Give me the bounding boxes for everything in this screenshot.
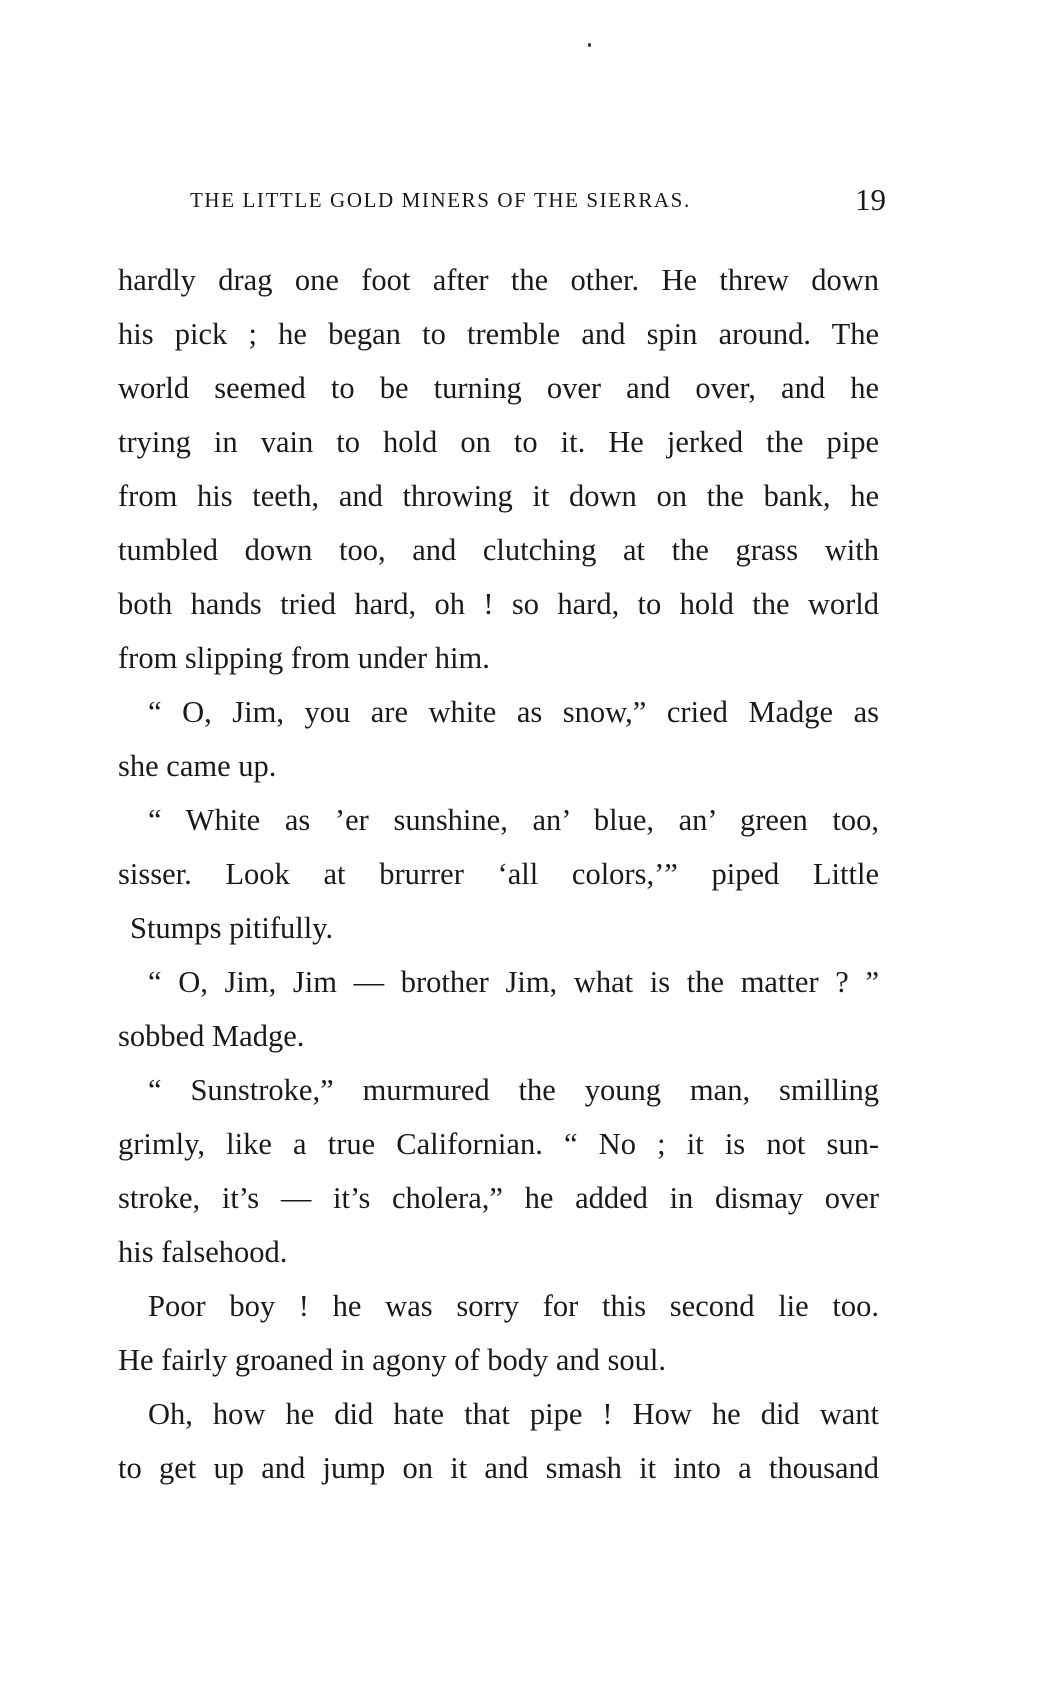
text-line: Poor boy ! he was sorry for this second lie too. xyxy=(148,1289,879,1323)
text-line: Oh, how he did hate that pipe ! How he did want xyxy=(148,1397,879,1431)
text-line: from slipping from under him. xyxy=(118,641,490,675)
text-line: both hands tried hard, oh ! so hard, to hold the world xyxy=(118,587,879,621)
text-line: from his teeth, and throwing it down on the bank, he xyxy=(118,479,879,513)
ink-speck xyxy=(588,43,591,47)
running-head xyxy=(166,182,886,222)
text-line: Stumps pitifully. xyxy=(130,911,334,945)
body-text xyxy=(118,253,879,1495)
text-line: “ O, Jim, you are white as snow,” cried Madge as xyxy=(148,695,879,729)
text-line: sisser. Look at brurrer ‘all colors,’” piped Little xyxy=(118,857,879,891)
text-line: grimly, like a true Californian. “ No ; it is not sun- xyxy=(118,1127,879,1161)
text-line: she came up. xyxy=(118,749,277,783)
text-line: sobbed Madge. xyxy=(118,1019,305,1053)
text-line: tumbled down too, and clutching at the grass with xyxy=(118,533,879,567)
text-line: He fairly groaned in agony of body and soul. xyxy=(118,1343,667,1377)
text-line: to get up and jump on it and smash it into a thousand xyxy=(118,1451,879,1485)
text-line: “ Sunstroke,” murmured the young man, smilling xyxy=(148,1073,879,1107)
text-line: trying in vain to hold on to it. He jerked the pipe xyxy=(118,425,879,459)
text-line: his falsehood. xyxy=(118,1235,288,1269)
text-line: his pick ; he began to tremble and spin around. The xyxy=(118,317,879,351)
page-number: 19 xyxy=(855,182,886,217)
text-line: “ White as ’er sunshine, an’ blue, an’ green too, xyxy=(148,803,879,837)
text-line: world seemed to be turning over and over, and he xyxy=(118,371,879,405)
running-title: THE LITTLE GOLD MINERS OF THE SIERRAS. xyxy=(190,188,691,212)
text-line: stroke, it’s — it’s cholera,” he added in dismay over xyxy=(118,1181,879,1215)
text-line: hardly drag one foot after the other. He threw down xyxy=(118,263,879,297)
text-line: “ O, Jim, Jim — brother Jim, what is the matter ? ” xyxy=(148,965,879,999)
